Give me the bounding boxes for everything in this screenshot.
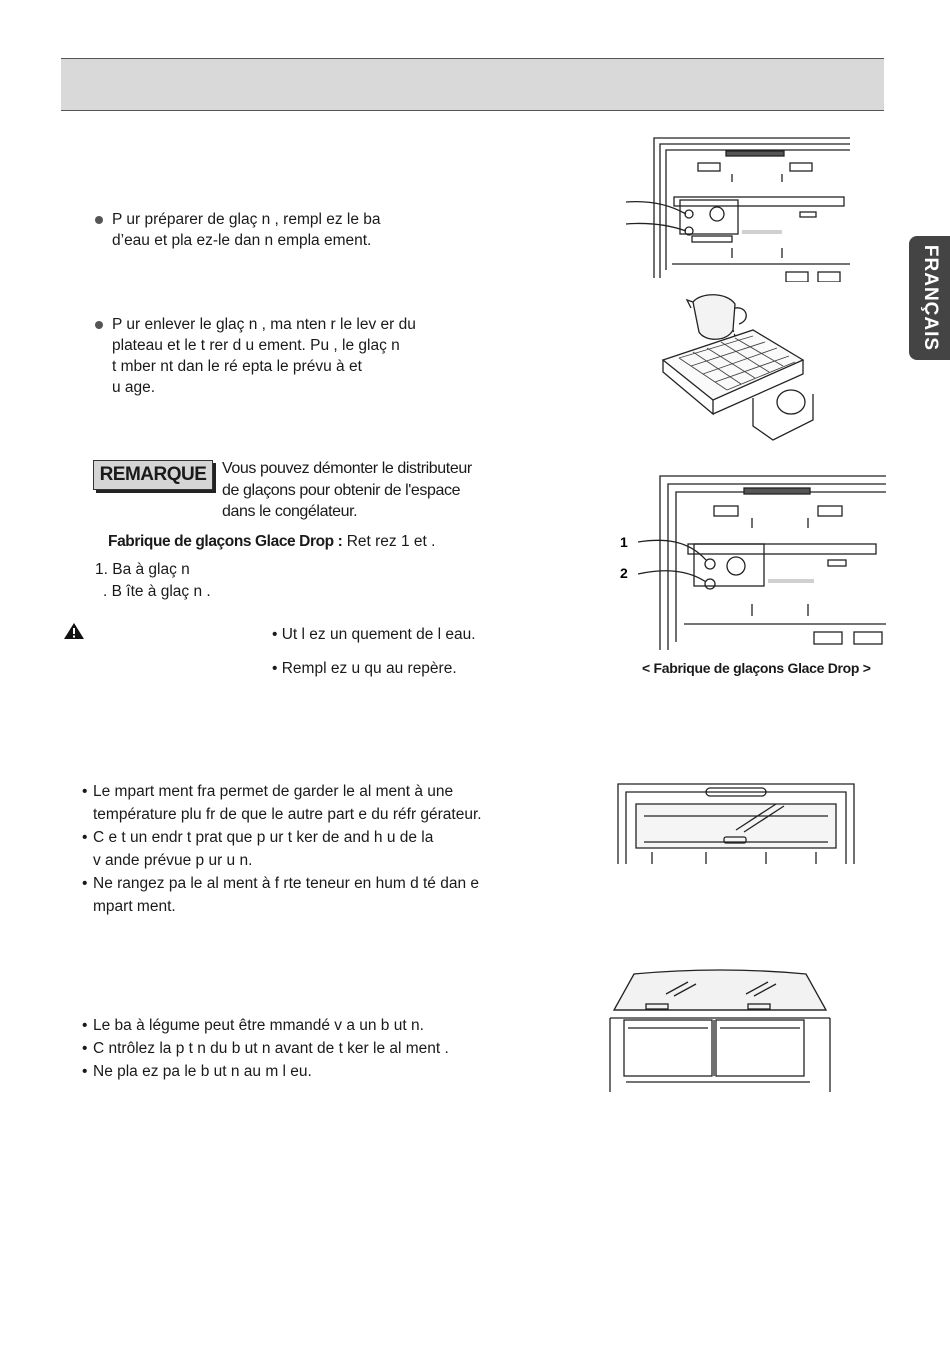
fabrique-label: Fabrique de glaçons Glace Drop : (108, 533, 343, 550)
fabrique-item-1: 1. Ba à glaç n (95, 561, 190, 578)
list-item-line: Ne rangez pa le al ment à f rte teneur en hum d té dan e (93, 875, 480, 892)
ice-remove-paragraph (95, 314, 416, 398)
list-item-line: mpart ment. (93, 898, 176, 915)
language-tab (909, 236, 950, 360)
ice-remove-line-1: P ur enlever le glaç n , ma nten r le lev er du (112, 316, 416, 333)
vegetable-drawer-list (82, 1014, 582, 1083)
list-item (82, 826, 582, 872)
caution-item-1: • Ut l ez un quement de l eau. (272, 626, 476, 643)
fabrique-item-2: . B îte à glaç n . (103, 583, 211, 600)
vegetable-drawer-illustration (606, 968, 834, 1094)
ice-remove-line-4: u age. (112, 379, 156, 396)
remarque-note (222, 458, 472, 523)
ice-fill-line-1: P ur préparer de glaç n , rempl ez le ba (112, 211, 381, 228)
freezer-parts-illustration (618, 474, 886, 654)
list-item (82, 780, 582, 826)
list-item-line: Le mpart ment fra permet de garder le al ment à une (93, 783, 454, 800)
bullet-glyph: • (82, 1040, 88, 1057)
figure-caption: < Fabrique de glaçons Glace Drop > (642, 660, 871, 676)
fabrique-text: Ret rez 1 et . (342, 533, 436, 550)
bullet-glyph: • (82, 1017, 88, 1034)
list-item-line: Ne pla ez pa le b ut n au m l eu. (93, 1063, 312, 1080)
language-tab-label: FRANÇAIS (919, 244, 941, 352)
list-item (82, 1014, 582, 1037)
fresh-compartment-list (82, 780, 582, 918)
bullet-glyph: • (82, 1063, 88, 1080)
figure-label-1: 1 (620, 534, 628, 550)
list-item-line: Le ba à légume peut être mmandé v a un b ut n. (93, 1017, 424, 1034)
remarque-line-1: Vous pouvez démonter le distributeur (222, 460, 472, 477)
remarque-line-2: de glaçons pour obtenir de l'espace (222, 481, 461, 499)
ice-remove-line-2: plateau et le t rer d u ement. Pu , le glaç n (112, 337, 400, 354)
pitcher-filling-tray-illustration (653, 290, 833, 452)
list-item-line: C e t un endr t prat que p ur t ker de and h u de la (93, 829, 434, 846)
list-item (82, 1060, 582, 1083)
bullet-glyph: • (82, 783, 88, 800)
fresh-compartment-illustration (616, 782, 856, 864)
list-item-line: température plu fr de que le autre part e du réfr gérateur. (93, 806, 482, 823)
list-item (82, 872, 582, 918)
figure-label-2: 2 (620, 565, 628, 581)
ice-fill-paragraph (95, 209, 381, 251)
list-item-line: C ntrôlez la p t n du b ut n avant de t ker le al ment . (93, 1040, 449, 1057)
ice-remove-line-3: t mber nt dan le ré epta le prévu à et (112, 358, 362, 375)
freezer-icemaker-illustration (622, 136, 854, 282)
bullet-glyph: • (82, 875, 88, 892)
ice-fill-line-2: d’eau et pla ez-le dan n empla ement. (112, 232, 372, 249)
fabrique-instruction (108, 533, 435, 551)
section-header-bar (61, 58, 884, 111)
remarque-line-3: dans le congélateur. (222, 503, 358, 520)
bullet-glyph: • (82, 829, 88, 846)
list-item (82, 1037, 582, 1060)
bullet-dot-icon (95, 216, 103, 224)
remarque-badge: REMARQUE (93, 460, 213, 490)
caution-item-2: • Rempl ez u qu au repère. (272, 660, 457, 677)
warning-triangle-icon (63, 622, 85, 640)
bullet-dot-icon (95, 321, 103, 329)
list-item-line: v ande prévue p ur u n. (93, 852, 253, 869)
